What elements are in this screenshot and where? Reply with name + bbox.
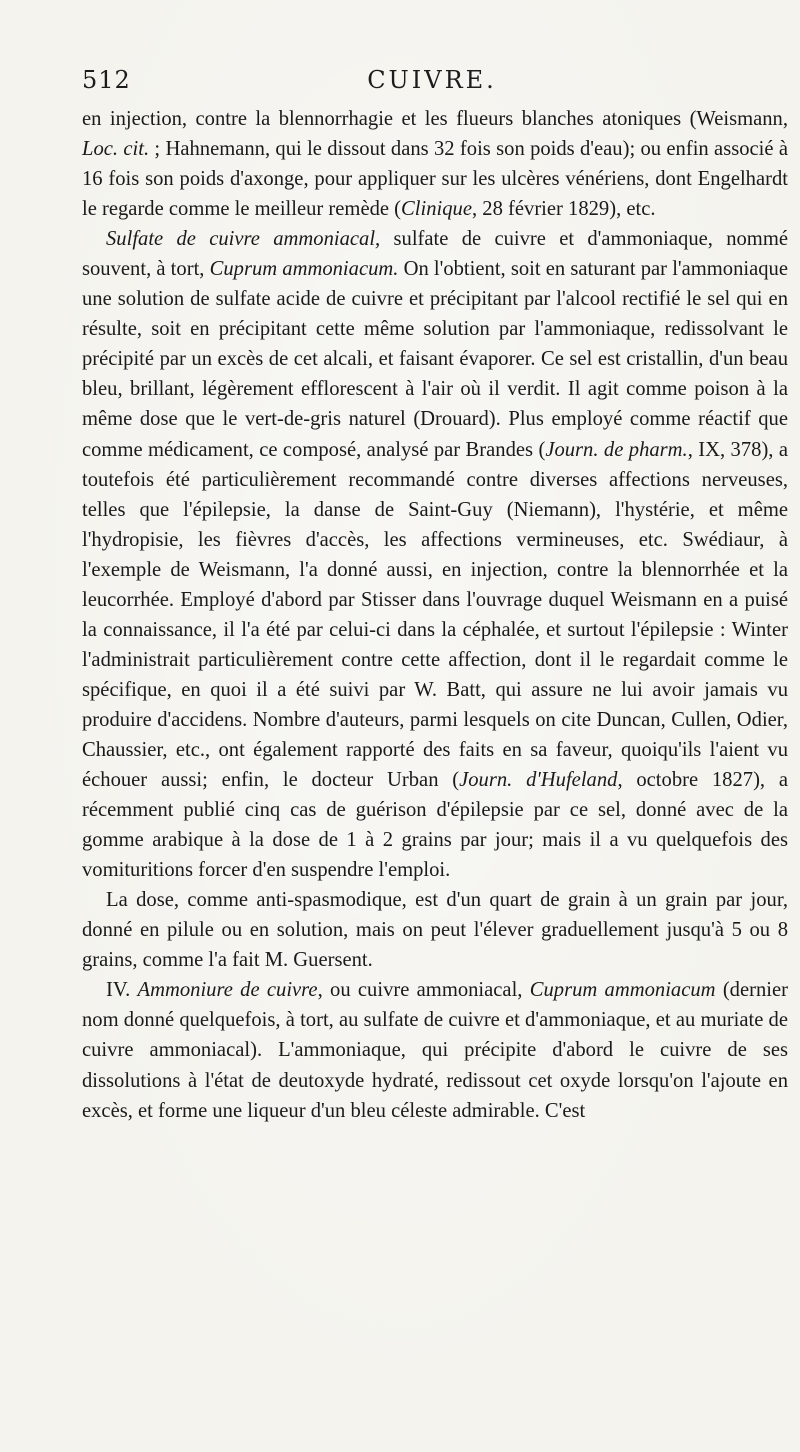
- text-run: , IX, 378), a toutefois été particulièrement recommandé contre diverses affections nerveuses, telles que l'épilepsie, la danse de Saint-Guy (Niemann), l'hystérie, et même l'hydropisie, les fièvres d'accès, les affections vermineuses, etc. Swédiaur, à l'exemple de Weismann, l'a donné aussi, en injection, contre la blennorrhée et la leucorrhée. Employé d'abord par Stisser dans l'ouvrage duquel Weismann en a puisé la connaissance, il l'a été par celui-ci dans la céphalée, et surtout l'épilepsie : Winter l'administrait particulièrement contre cette affection, dont il le regardait comme le spécifique, en quoi il a été suivi par W. Batt, qui assure ne lui avoir jamais vu produire d'accidens. Nombre d'auteurs, parmi lesquels on cite Duncan, Cullen, Odier, Chaussier, etc., ont également rapporté des faits en sa faveur, quoiqu'ils l'aient vu échouer aussi; enfin, le docteur Urban (: [82, 438, 789, 792]
- paragraph-continued: [82, 104, 788, 224]
- italic-run: Cuprum ammoniacum: [529, 979, 716, 1002]
- text-run: On l'obtient, soit en saturant par l'ammoniaque une solution de sulfate acide de cuivre et précipitant par l'alcool rectifié le sel qui en résulte, soit en précipitant cette même solution par l'ammoniaque, redissolvant le précipité par un excès de cet alcali, et faisant évaporer. Ce sel est cristallin, d'un beau bleu, brillant, légèrement efflorescent à l'air où il verdit. Il agit comme poison à la même dose que le vert-de-gris naturel (Drouard). Plus employé comme réactif que comme médicament, ce composé, analysé par Brandes (: [82, 258, 788, 461]
- text-run: sulfate de cuivre et d'ammoniaque, nommé souvent, à tort,: [82, 228, 788, 281]
- running-head: [82, 66, 782, 106]
- running-title: CUIVRE.: [367, 66, 497, 94]
- page-number: 512: [82, 66, 131, 94]
- text-run: IV.: [106, 979, 138, 1002]
- italic-run: Clinique: [401, 198, 472, 221]
- body-text: [82, 104, 788, 1126]
- paragraph-sulfate-ammoniacal: [82, 224, 788, 885]
- paragraph-dose: [82, 885, 788, 975]
- italic-run: Loc. cit.: [82, 138, 150, 161]
- italic-run: Cuprum ammoniacum.: [209, 258, 399, 281]
- text-run: , ou cuivre ammoniacal,: [317, 979, 530, 1002]
- italic-run: Ammoniure de cuivre: [137, 979, 318, 1002]
- text-run: en injection, contre la blennorrhagie et les flueurs blanches atoniques (Weismann,: [82, 108, 788, 130]
- italic-run: Sulfate de cuivre ammoniacal,: [106, 228, 381, 251]
- text-run: , octobre 1827), a récemment publié cinq cas de guérison d'épilepsie par ce sel, donné avec de la gomme arabique à la dose de 1 à 2 grains par jour; mais il a vu quelquefois des vomituritions forcer d'en suspendre l'emploi.: [82, 769, 788, 882]
- italic-run: Journ. d'Hufeland: [459, 769, 618, 792]
- text-run: , 28 février 1829), etc.: [471, 198, 656, 221]
- text-run: (dernier nom donné quelquefois, à tort, au sulfate de cuivre et d'ammoniaque, et au muriate de cuivre ammoniacal). L'ammoniaque, qui précipite d'abord le cuivre de ses dissolutions à l'état de deutoxyde hydraté, redissout cet oxyde lorsqu'on l'ajoute en excès, et forme une liqueur d'un bleu céleste admirable. C'est: [82, 979, 788, 1122]
- paragraph-ammoniure: [82, 975, 788, 1125]
- text-run: La dose, comme anti-spasmodique, est d'un quart de grain à un grain par jour, donné en pilule ou en solution, mais on peut l'élever graduellement jusqu'à 5 ou 8 grains, comme l'a fait M. Guersent.: [82, 889, 788, 972]
- text-run: ; Hahnemann, qui le dissout dans 32 fois son poids d'eau); ou enfin associé à 16 fois son poids d'axonge, pour appliquer sur les ulcères vénériens, dont Engelhardt le regarde comme le meilleur remède (: [82, 138, 788, 221]
- italic-run: Journ. de pharm.: [545, 438, 688, 461]
